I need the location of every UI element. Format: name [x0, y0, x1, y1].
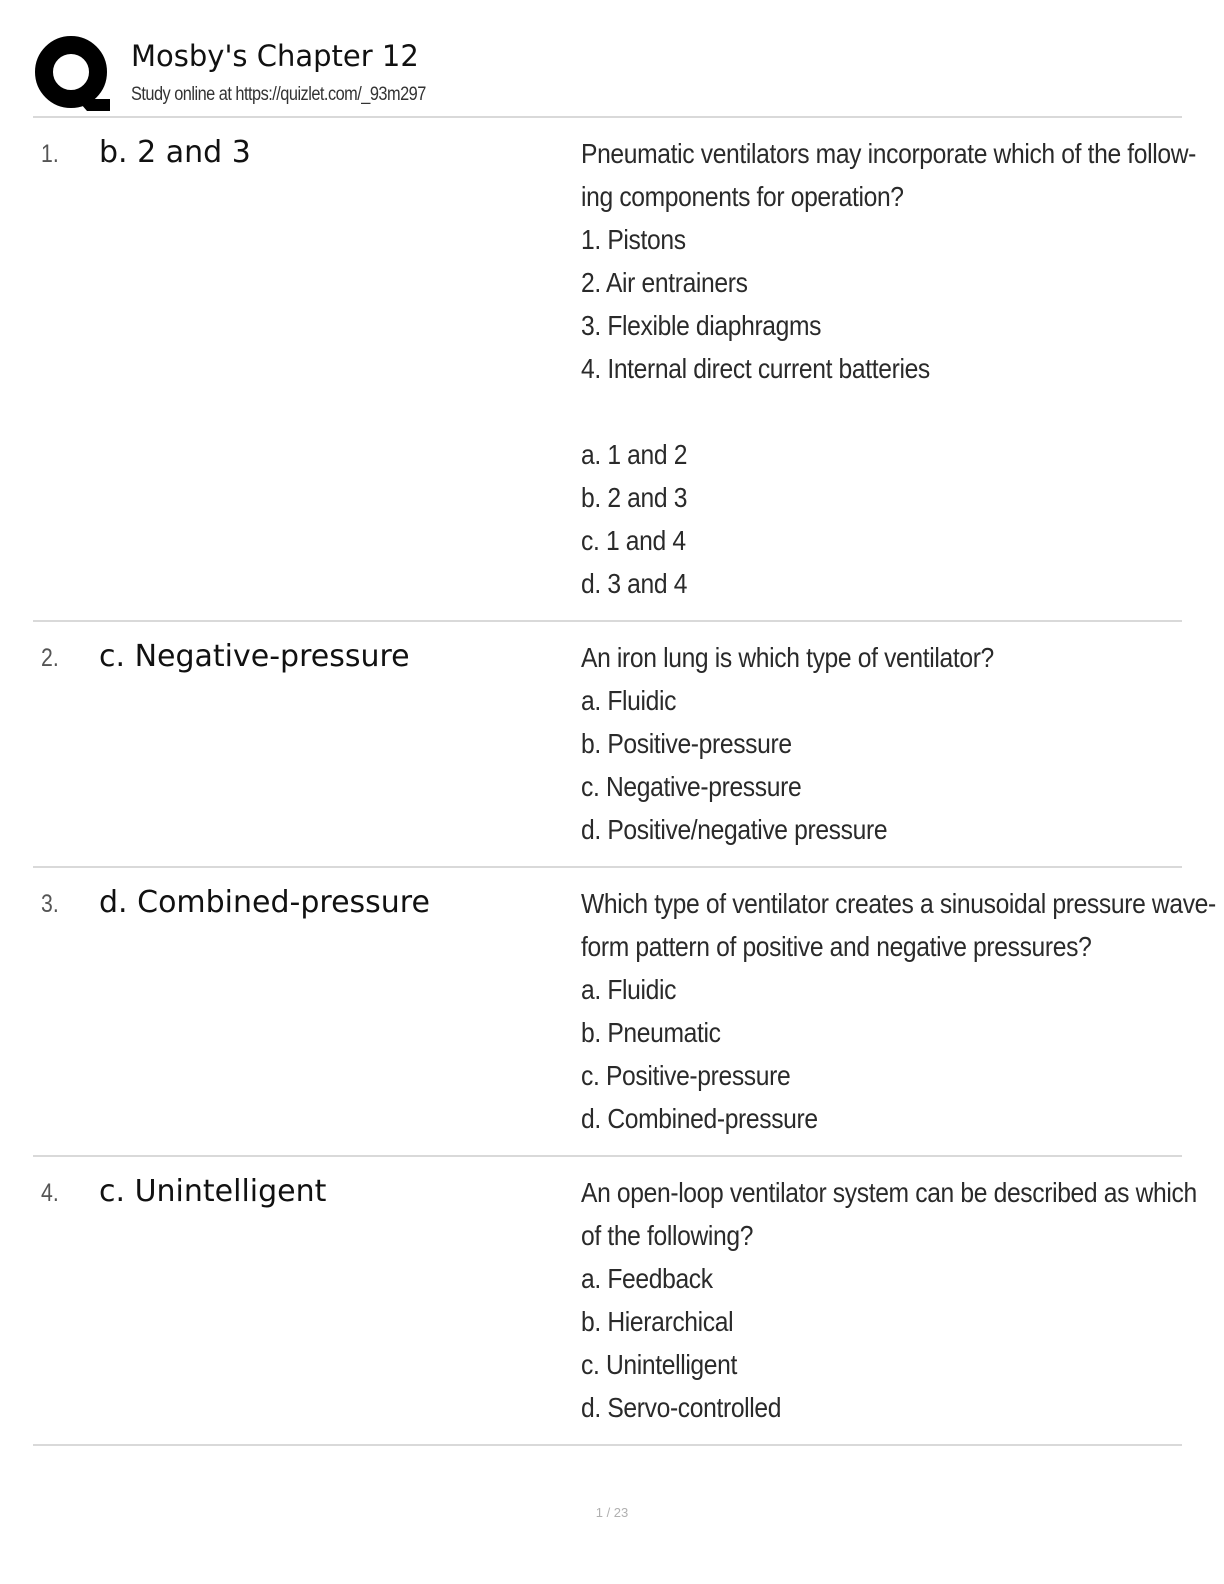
card-number: 4.: [41, 1179, 59, 1207]
card-question: [581, 1171, 1197, 1429]
question-line: 2. Air entrainers: [581, 267, 748, 298]
flashcard-3: [33, 868, 1216, 1157]
card-answer: c. Negative-pressure: [99, 639, 410, 674]
card-answer: d. Combined-pressure: [99, 885, 430, 920]
question-line: d. Combined-pressure: [581, 1103, 818, 1134]
question-line: b. Pneumatic: [581, 1017, 721, 1048]
question-line: Pneumatic ventilators may incorporate which of the follow-: [581, 138, 1197, 169]
flashcard-2: [33, 622, 1182, 868]
question-line: d. Positive/negative pressure: [581, 814, 888, 845]
page-number: 1 / 23: [595, 1505, 629, 1520]
card-question: [581, 132, 1197, 605]
flashcard-1: [33, 118, 1197, 622]
card-answer: b. 2 and 3: [99, 135, 251, 170]
card-question: [581, 636, 1162, 851]
question-line: [581, 390, 1162, 433]
question-line: b. Hierarchical: [581, 1306, 734, 1337]
question-line: form pattern of positive and negative pressures?: [581, 931, 1092, 962]
question-line: b. Positive-pressure: [581, 728, 792, 759]
question-line: of the following?: [581, 1220, 754, 1251]
question-line: ing components for operation?: [581, 181, 904, 212]
question-line: An iron lung is which type of ventilator?: [581, 642, 994, 673]
question-line: c. 1 and 4: [581, 525, 686, 556]
study-online-link[interactable]: Study online at https://quizlet.com/_93m297: [131, 84, 426, 105]
question-line: a. Feedback: [581, 1263, 713, 1294]
question-line: Which type of ventilator creates a sinusoidal pressure wave-: [581, 888, 1216, 919]
question-line: b. 2 and 3: [581, 482, 688, 513]
card-number: 3.: [41, 890, 59, 918]
card-number: 2.: [41, 644, 59, 672]
card-number: 1.: [41, 140, 59, 168]
question-line: c. Unintelligent: [581, 1349, 737, 1380]
question-line: a. 1 and 2: [581, 439, 688, 470]
question-line: An open-loop ventilator system can be described as which: [581, 1177, 1197, 1208]
card-answer: c. Unintelligent: [99, 1174, 327, 1209]
question-line: 1. Pistons: [581, 224, 686, 255]
card-question: [581, 882, 1216, 1140]
question-line: d. 3 and 4: [581, 568, 688, 599]
question-line: c. Negative-pressure: [581, 771, 802, 802]
flashcard-4: [33, 1157, 1197, 1446]
question-line: c. Positive-pressure: [581, 1060, 791, 1091]
question-line: 3. Flexible diaphragms: [581, 310, 822, 341]
question-line: a. Fluidic: [581, 974, 677, 1005]
question-line: 4. Internal direct current batteries: [581, 353, 930, 384]
question-line: a. Fluidic: [581, 685, 677, 716]
quizlet-q-logo-icon: [33, 35, 111, 113]
question-line: d. Servo-controlled: [581, 1392, 782, 1423]
document-title: Mosby's Chapter 12: [131, 39, 419, 73]
